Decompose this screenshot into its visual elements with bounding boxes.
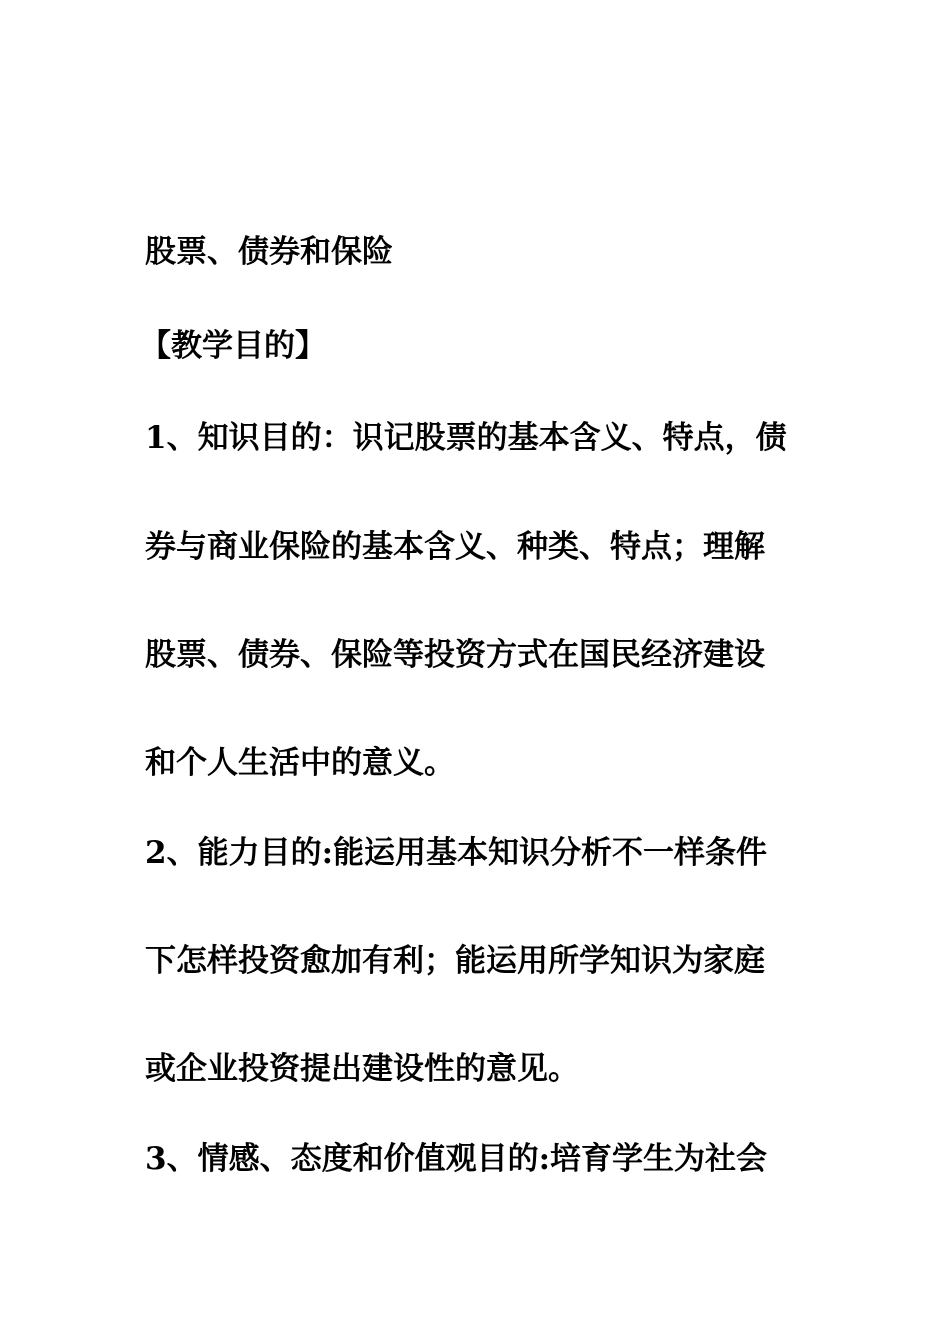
body-line-7: 或企业投资提出建设性的意见。 (145, 1051, 579, 1087)
body-line-6: 下怎样投资愈加有利；能运用所学知识为家庭 (145, 943, 765, 979)
body-line-4: 和个人生活中的意义。 (145, 745, 455, 781)
body-line-8: 3、情感、态度和价值观目的:培育学生为社会 (145, 1141, 768, 1177)
body-line-1: 1、知识目的：识记股票的基本含义、特点，债 (145, 420, 787, 456)
body-line-3: 股票、债券、保险等投资方式在国民经济建设 (145, 637, 765, 673)
body-line-5: 2、能力目的:能运用基本知识分析不一样条件 (145, 835, 768, 871)
body-line-2: 券与商业保险的基本含义、种类、特点；理解 (145, 529, 765, 565)
document-title: 股票、债券和保险 (145, 234, 393, 270)
section-heading: 【教学目的】 (140, 328, 326, 364)
